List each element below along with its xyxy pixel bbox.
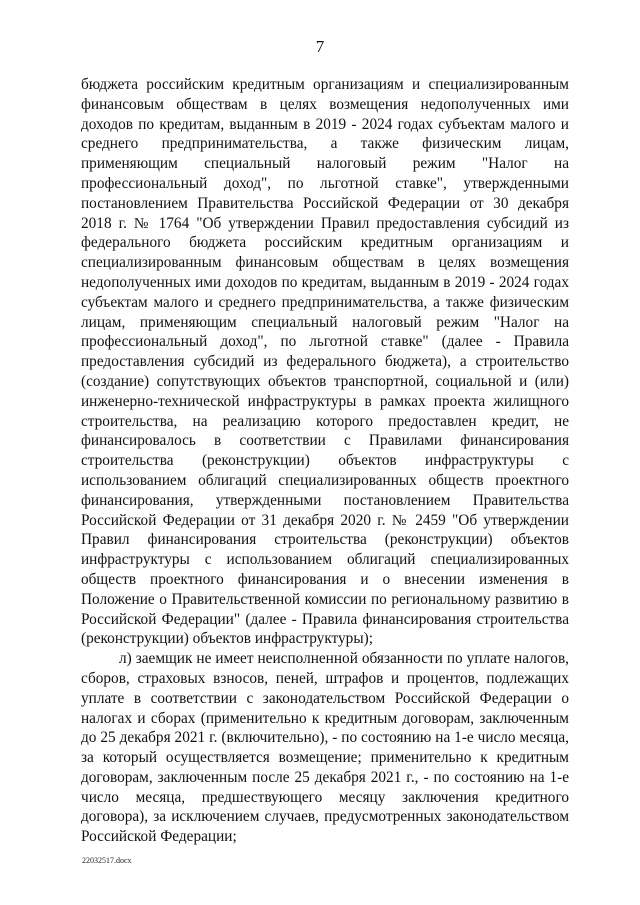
footer-file-code: 22032517.docx	[82, 856, 132, 865]
document-body	[81, 75, 569, 847]
paragraph-item-l: л) заемщик не имеет неисполненной обязанности по уплате налогов, сборов, страховых взносов, пеней, штрафов и процентов, подлежащих уплате в соответствии с законодательством Российской Федерации о налогах и сборах (применительно к кредитным договорам, заключенным до 25 декабря 2021 г. (включительно), - по состоянию на 1-е число месяца, за который осуществляется возмещение; применительно к кредитным договорам, заключенным после 25 декабря 2021 г., - по состоянию на 1-е число месяца, предшествующего месяцу заключения кредитного договора), за исключением случаев, предусмотренных законодательством Российской Федерации;	[81, 650, 569, 846]
paragraph-continued: бюджета российским кредитным организациям и специализированным финансовым обществам в целях возмещения недополученных ими доходов по кредитам, выданным в 2019 - 2024 годах субъектам малого и среднего предпринимательства, а также физическим лицам, применяющим специальный налоговый режим "Налог на профессиональный доход", по льготной ставке", утвержденными постановлением Правительства Российской Федерации от 30 декабря 2018 г. № 1764 "Об утверждении Правил предоставления субсидий из федерального бюджета российским кредитным организациям и специализированным финансовым обществам в целях возмещения недополученных ими доходов по кредитам, выданным в 2019 - 2024 годах субъектам малого и среднего предпринимательства, а также физическим лицам, применяющим специальный налоговый режим "Налог на профессиональный доход", по льготной ставке" (далее - Правила предоставления субсидий из федерального бюджета), а строительство (создание) сопутствующих объектов транспортной, социальной и (или) инженерно-технической инфраструктуры в рамках проекта жилищного строительства, на реализацию которого предоставлен кредит, не финансировалось в соответствии с Правилами финансирования строительства (реконструкции) объектов инфраструктуры с использованием облигаций специализированных обществ проектного финансирования, утвержденными постановлением Правительства Российской Федерации от 31 декабря 2020 г. № 2459 "Об утверждении Правил финансирования строительства (реконструкции) объектов инфраструктуры с использованием облигаций специализированных обществ проектного финансирования и о внесении изменения в Положение о Правительственной комиссии по региональному развитию в Российской Федерации" (далее - Правила финансирования строительства (реконструкции) объектов инфраструктуры);	[81, 76, 569, 648]
page-number: 7	[315, 37, 325, 56]
